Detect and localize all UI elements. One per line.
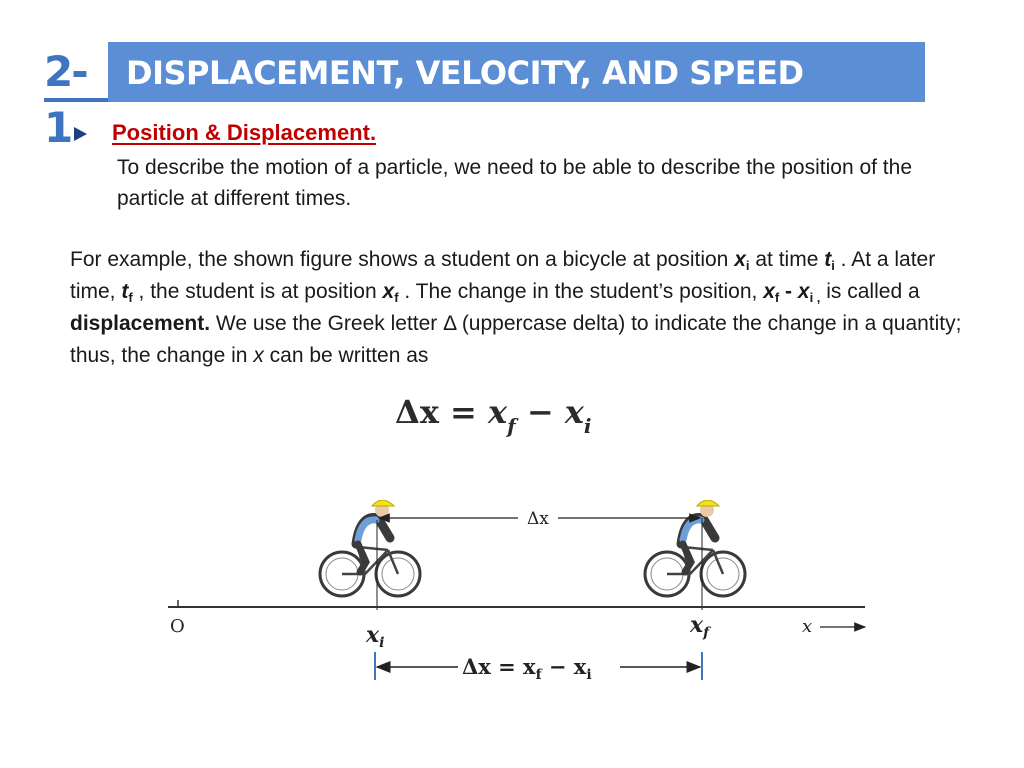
top-delta-label: Δx bbox=[527, 509, 549, 529]
bicycle-displacement-figure bbox=[160, 500, 880, 690]
section-heading: Position & Displacement. bbox=[112, 120, 377, 145]
page-title: DISPLACEMENT, VELOCITY, AND SPEED bbox=[126, 54, 804, 92]
title-banner bbox=[108, 42, 925, 102]
bottom-delta-equation: $\Delta x = x_f - x_i$ bbox=[462, 654, 592, 683]
xi-axis-label: $x_i$ bbox=[366, 622, 385, 651]
intro-text: To describe the motion of a particle, we need to be able to describe the position of the particle at different times. bbox=[117, 156, 912, 210]
xf-axis-label: $x_f$ bbox=[690, 612, 710, 641]
cyclist-final bbox=[645, 500, 745, 596]
bullet-arrow-icon bbox=[74, 127, 87, 141]
body-paragraph: For example, the shown figure shows a student on a bicycle at position $x_i$ at time $t_i$ . At a later time, $t_f$ , the student is at position $x_f$ . The change in the student’s position, $x_f - x_{i ,}$ is called a displacement. We use the Greek letter Δ (uppercase delta) to indicate the change in a quantity; thus, the change in x can be written as bbox=[70, 248, 962, 367]
origin-label: O bbox=[170, 616, 185, 637]
keyword-displacement: displacement. bbox=[70, 312, 211, 335]
section-number: 2-1 bbox=[44, 44, 108, 100]
axis-x-label: x bbox=[802, 616, 813, 637]
cyclist-initial bbox=[320, 500, 420, 596]
displacement-equation: $\Delta x = x_f - x_i$ bbox=[395, 393, 592, 438]
